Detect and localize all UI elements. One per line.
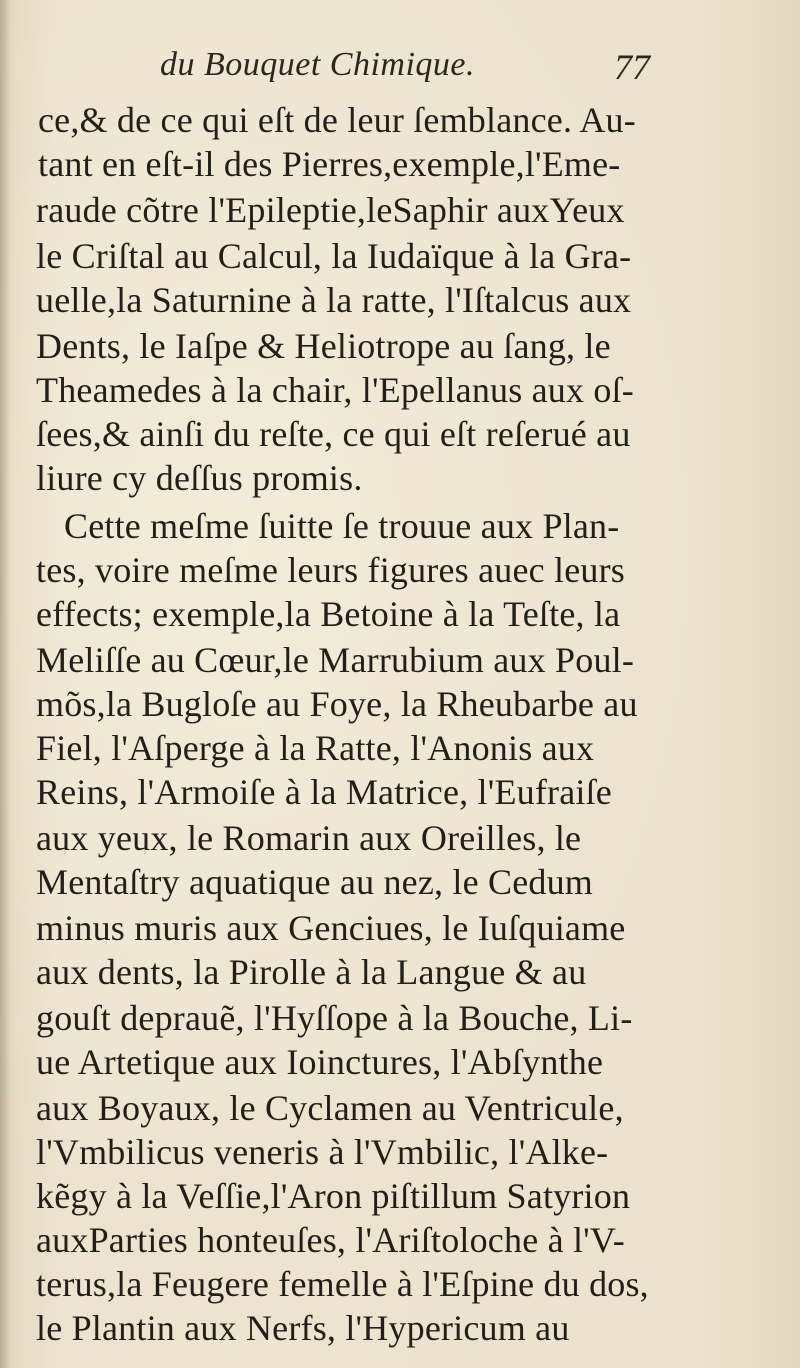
text-line: uelle,la Saturnine à la ratte, l'Iſtalcus aux (36, 280, 632, 320)
text-line: mõs,la Bugloſe au Foye, la Rheubarbe au (36, 684, 638, 724)
text-line: Mentaſtry aquatique au nez, le Cedum (36, 862, 594, 902)
page-gutter-shadow (0, 0, 10, 1368)
text-line: aux dents, la Pirolle à la Langue & au (36, 952, 587, 992)
text-line: auxParties honteuſes, l'Ariſtoloche à l'V- (36, 1220, 625, 1260)
text-line: kẽgy à la Veſſie,l'Aron piſtillum Satyrion (36, 1176, 631, 1216)
text-line: aux yeux, le Romarin aux Oreilles, le (36, 818, 582, 858)
text-line: minus muris aux Genciues, le Iuſquiame (36, 908, 626, 948)
text-line: tant en eſt-il des Pierres,exemple,l'Eme- (38, 144, 621, 184)
text-line: ue Artetique aux Ioinctures, l'Abſynthe (36, 1042, 604, 1082)
page-number: 77 (614, 47, 650, 87)
running-title: du Bouquet Chimique. (160, 46, 476, 83)
text-line: gouſt deprauẽ, l'Hyſſope à la Bouche, Li- (36, 998, 633, 1038)
text-line: ſees,& ainſi du reſte, ce qui eſt reſerué au (36, 414, 631, 454)
text-line: aux Boyaux, le Cyclamen au Ventricule, (36, 1088, 624, 1128)
text-line: raude cõtre l'Epileptie,leSaphir auxYeux (36, 190, 625, 230)
text-line: Meliſſe au Cœur,le Marrubium aux Poul- (36, 640, 635, 680)
text-line: le Plantin aux Nerfs, l'Hypericum au (36, 1308, 570, 1348)
text-line: Reins, l'Armoiſe à la Matrice, l'Eufraiſe (36, 772, 612, 812)
text-line: le Criſtal au Calcul, la Iudaïque à la Gra- (36, 236, 632, 276)
text-line: effects; exemple,la Betoine à la Teſte, la (36, 594, 621, 634)
page-header (0, 40, 800, 100)
text-line: liure cy deſſus promis. (36, 458, 363, 498)
text-line: Fiel, l'Aſperge à la Ratte, l'Anonis aux (36, 728, 595, 768)
text-line: ce,& de ce qui eſt de leur ſemblance. Au- (38, 100, 636, 140)
text-line: terus,la Feugere femelle à l'Eſpine du dos, (36, 1264, 649, 1304)
text-line: Dents, le Iaſpe & Heliotrope au ſang, le (36, 326, 611, 366)
text-line: Cette meſme ſuitte ſe trouue aux Plan- (64, 506, 620, 546)
text-line: tes, voire meſme leurs figures auec leurs (36, 550, 625, 590)
text-line: Theamedes à la chair, l'Epellanus aux oſ- (36, 370, 634, 410)
text-line: l'Vmbilicus veneris à l'Vmbilic, l'Alke- (36, 1132, 609, 1172)
